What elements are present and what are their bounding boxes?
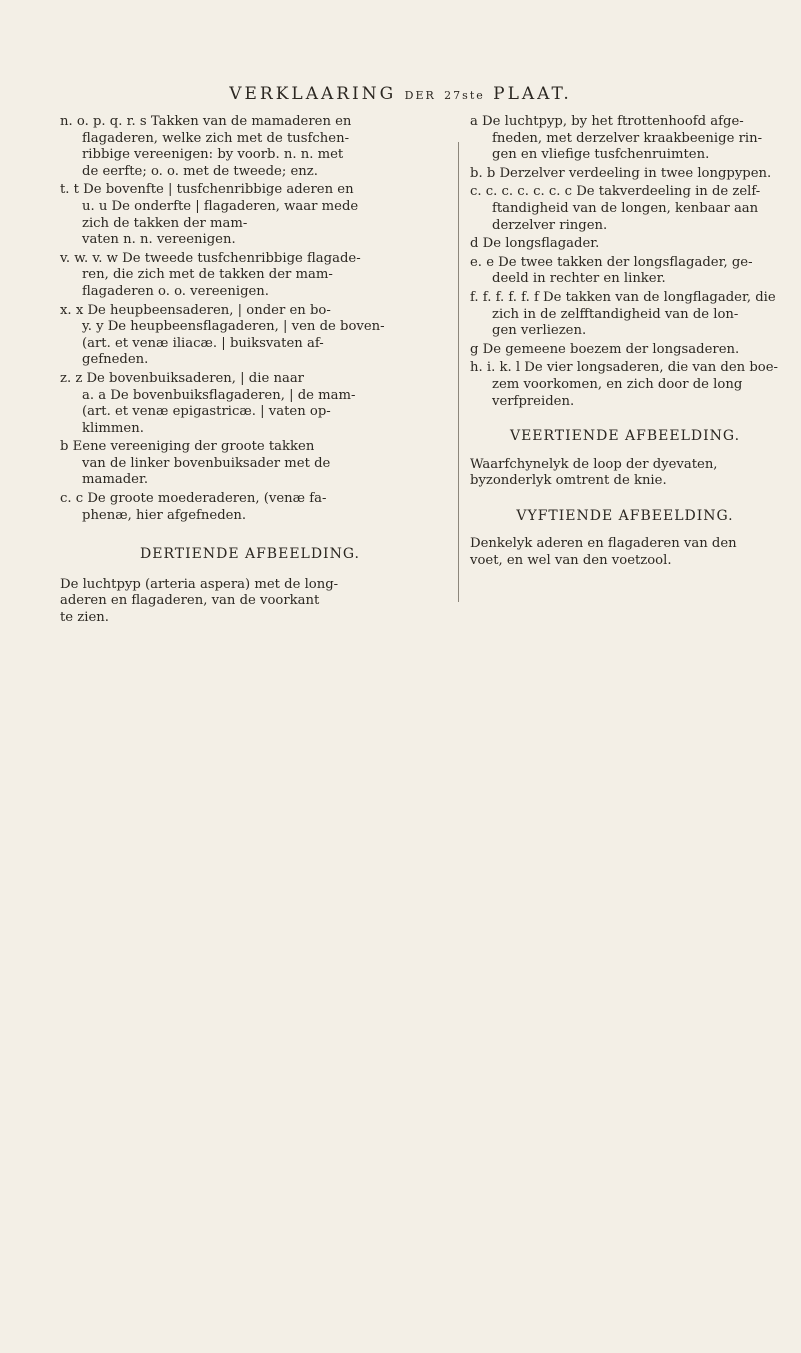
section-text-14: Waarfchynelyk de loop der dyevaten, byzonderlyk omtrent de knie. xyxy=(470,456,718,489)
legend-entry: c. c De groote moederaderen, (venæ fa- phenæ, hier afgefneden. xyxy=(60,491,327,523)
section-text-13: De luchtpyp (arteria aspera) met de long- aderen en flagaderen, van de voorkant te zien. xyxy=(60,576,339,626)
legend-entry: f. f. f. f. f. f De takken van de longflagader, die zich in de zelfftandigheid van de lon- gen verliezen. xyxy=(470,289,776,339)
right-column xyxy=(470,114,780,570)
legend-entry: e. e De twee takken der longsflagader, ge- deeld in rechter en linker. xyxy=(470,254,753,287)
legend-entry: v. w. v. w De tweede tusfchenribbige flagade- ren, die zich met de takken der mam- flagaderen o. o. vereenigen. xyxy=(60,250,361,299)
header-der: DER xyxy=(404,89,436,102)
legend-entry: t. t De bovenfte | tusfchenribbige aderen en u. u De onderfte | flagaderen, waar mede zich de takken der mam- vaten n. n. vereenigen. xyxy=(60,182,359,248)
section-heading-13: DERTIENDE AFBEELDING. xyxy=(140,546,360,563)
header-number: 27ste xyxy=(444,89,485,102)
header-title: VERKLAARING xyxy=(229,84,397,104)
legend-entry: c. c. c. c. c. c. c De takverdeeling in de zelf- ftandigheid van de longen, kenbaar aan derzelver ringen. xyxy=(470,184,761,233)
legend-entry: a De luchtpyp, by het ftrottenhoofd afge- fneden, met derzelver kraakbeenige rin- gen en vliefige tusfchenruimten. xyxy=(470,114,763,163)
legend-entry: d De longsflagader. xyxy=(470,236,600,252)
left-column xyxy=(60,114,440,627)
legend-entry: x. x De heupbeensaderen, | onder en bo- y. y De heupbeensflagaderen, | ven de boven- (art. et venæ iliacæ. | buiksvaten af- gefneden. xyxy=(60,302,385,368)
legend-entry: h. i. k. l De vier longsaderen, die van den boe- zem voorkomen, en zich door de long verfpreiden. xyxy=(470,360,778,409)
section-heading-14: VEERTIENDE AFBEELDING. xyxy=(509,428,741,445)
section-heading-15: VYFTIENDE AFBEELDING. xyxy=(516,507,734,524)
legend-entry: b. b Derzelver verdeeling in twee longpypen. xyxy=(470,165,772,181)
column-divider xyxy=(458,142,459,602)
legend-entry: g De gemeene boezem der longsaderen. xyxy=(470,341,740,357)
page-header xyxy=(0,84,801,104)
legend-entry: n. o. p. q. r. s Takken van de mamaderen en flagaderen, welke zich met de tusfchen- ribbige vereenigen: by voorb. n. n. met de eerfte; o. o. met de tweede; enz. xyxy=(60,114,352,179)
header-plaat: PLAAT. xyxy=(493,84,572,104)
section-text-15: Denkelyk aderen en flagaderen van den voet, en wel van den voetzool. xyxy=(470,536,737,569)
legend-entry: z. z De bovenbuiksaderen, | die naar a. a De bovenbuiksflagaderen, | de mam- (art. et venæ epigastricæ. | vaten op- klimmen. xyxy=(60,370,356,436)
legend-entry: b Eene vereeniging der groote takken van de linker bovenbuiksader met de mamader. xyxy=(60,439,331,488)
